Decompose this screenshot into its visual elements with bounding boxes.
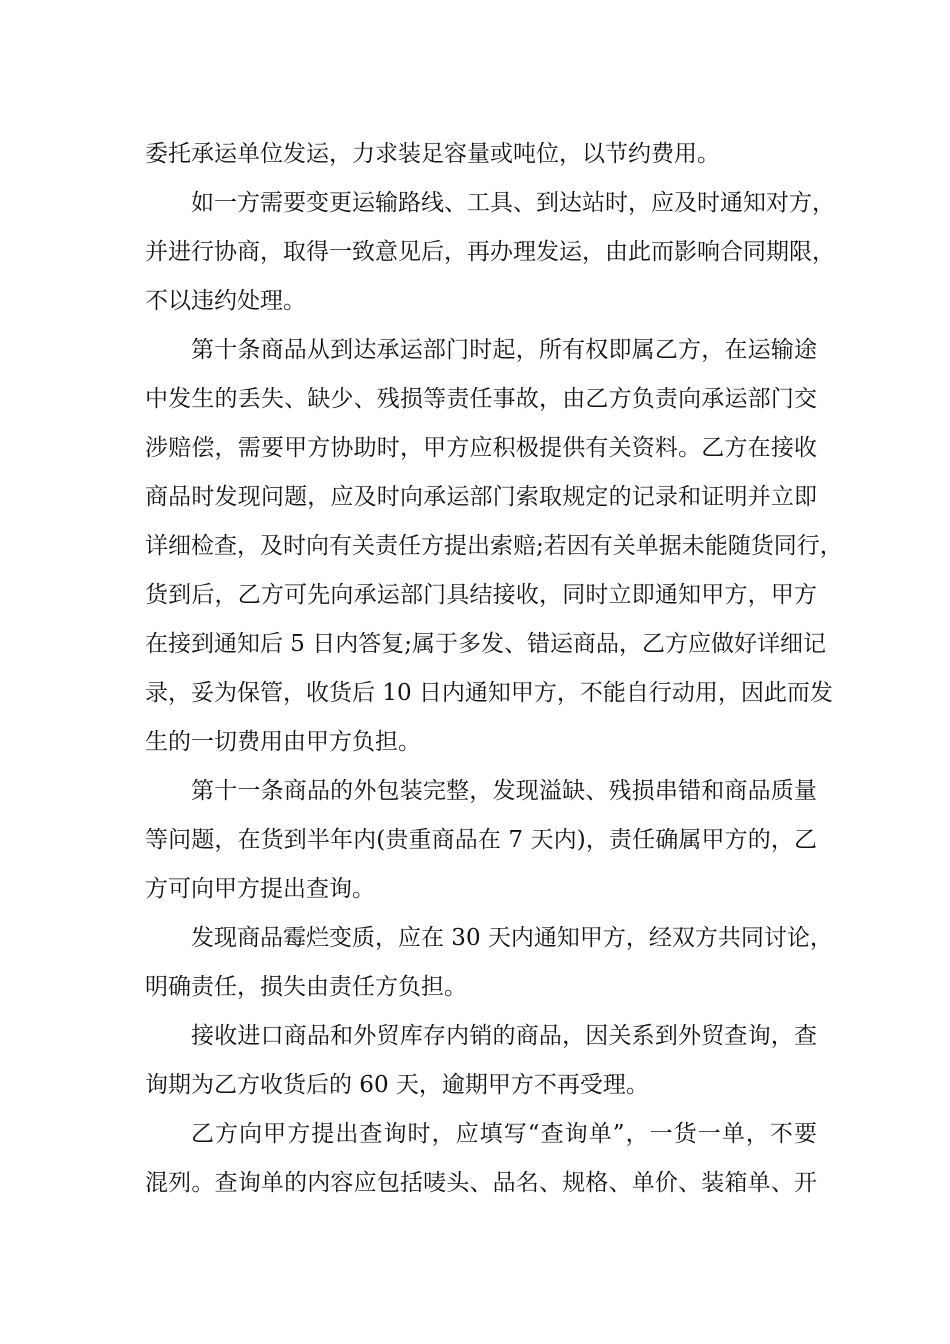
- text-line: 录，妥为保管，收货后 10 日内通知甲方，不能自行动用，因此而发: [145, 680, 833, 706]
- text-line: 不以违约处理。: [145, 288, 306, 314]
- text-line: 混列。查询单的内容应包括唛头、品名、规格、单价、装箱单、开: [145, 1170, 817, 1196]
- paragraph-first-line: 第十一条商品的外包装完整，发现溢缺、残损串错和商品质量: [191, 778, 817, 804]
- text-line: 等问题，在货到半年内(贵重商品在 7 天内)，责任确属甲方的，乙: [145, 827, 817, 853]
- text-line: 询期为乙方收货后的 60 天，逾期甲方不再受理。: [145, 1072, 649, 1098]
- text-line: 方可向甲方提出查询。: [145, 876, 375, 902]
- document-body: [145, 130, 843, 1208]
- text-line: 货到后，乙方可先向承运部门具结接收，同时立即通知甲方，甲方: [145, 582, 817, 608]
- text-line: 中发生的丢失、缺少、残损等责任事故，由乙方负责向承运部门交: [145, 386, 817, 412]
- text-line: 涉赔偿，需要甲方协助时，甲方应积极提供有关资料。乙方在接收: [145, 435, 817, 461]
- text-line: 生的一切费用由甲方负担。: [145, 729, 421, 755]
- paragraph-first-line: 乙方向甲方提出查询时，应填写“查询单”，一货一单，不要: [191, 1121, 817, 1147]
- paragraph-first-line: 发现商品霉烂变质，应在 30 天内通知甲方，经双方共同讨论，: [191, 925, 833, 951]
- text-line: 详细检查，及时向有关责任方提出索赔;若因有关单据未能随货同行，: [145, 533, 843, 559]
- text-line: 在接到通知后 5 日内答复;属于多发、错运商品，乙方应做好详细记: [145, 631, 827, 657]
- text-line: 明确责任，损失由责任方负担。: [145, 974, 467, 1000]
- text-line: 委托承运单位发运，力求装足容量或吨位，以节约费用。: [145, 141, 720, 167]
- text-line: 并进行协商，取得一致意见后，再办理发运，由此而影响合同期限，: [145, 239, 835, 265]
- paragraph-first-line: 如一方需要变更运输路线、工具、到达站时，应及时通知对方，: [191, 190, 835, 216]
- paragraph-first-line: 第十条商品从到达承运部门时起，所有权即属乙方，在运输途: [191, 337, 817, 363]
- paragraph-first-line: 接收进口商品和外贸库存内销的商品，因关系到外贸查询，查: [191, 1023, 817, 1049]
- text-line: 商品时发现问题，应及时向承运部门索取规定的记录和证明并立即: [145, 484, 817, 510]
